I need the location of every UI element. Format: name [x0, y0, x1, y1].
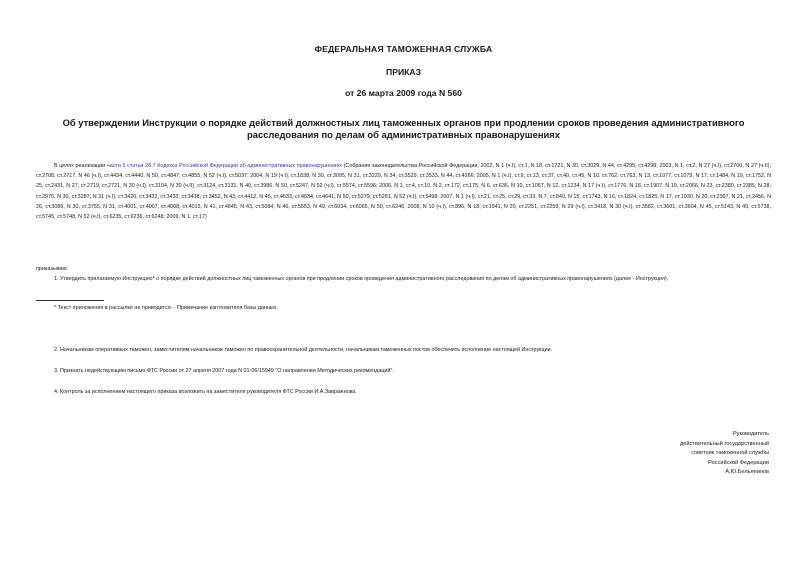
preamble-lead: В целях реализации [54, 163, 107, 169]
preamble-citations: (Собрание законодательства Российской Федерации, 2002, N 1 (ч.I), ст.1, N 18, ст.1721, N 30, ст.3029, N 44, ст.4295, ст.4298; 2003, N 1, ст.2, N 27 (ч.I), ст.2700, N 27 (ч.II), ст.2708, ст.2717, N 46 (ч.I), ст.4434, ст.4440, N 50, ст.4847, ст.4855, N 52 (ч.I), ст.5037; 2004, N 19 (ч.I), ст.1838, N 30, ст.3095, N 31, ст.3229, N 34, ст.3529, ст.3533, N 44, ст.4266; 2005, N 1 (ч.I), ст.9, ст.13, ст.37, ст.40, ст.45, N 10, ст.762, ст.763, N 13, ст.1077, ст.1079, N 17, ст.1484, N 19, ст.1752, N 25, ст.2431, N 27, ст.2719, ст.2721, N 30 (ч.I), ст.3104, N 30 (ч.II), ст.3124, ст.3131, N 40, ст.3986, N 50, ст.5247, N 52 (ч.I), ст.5574, ст.5596; 2006, N 1, ст.4, ст.10, N 2, ст.172, ст.175, N 6, ст.636, N 10, ст.1067, N 12, ст.1234, N 17 (ч.I), ст.1776, N 18, ст.1907, N 19, ст.2066, N 23, ст.2380, ст.2385, N 28, ст.2975, N 30, ст.3287, N 31 (ч.I), ст.3420, ст.3432, ст.3433, ст.3438, ст.3452, N 43, ст.4412, N 45, ст.4633, ст.4634, ст.4641, N 50, ст.5279, ст.5281, N 52 (ч.I), ст.5498; 2007, N 1 (ч.I), ст.21, ст.25, ст.29, ст.33, N 7, ст.840, N 15, ст.1743, N 16, ст.1824, ст.1825, N 17, ст.1930, N 20, ст.2367, N 21, ст.2456, N 26, ст.3089, N 30, ст.3755, N 31, ст.4001, ст.4007, ст.4008, ст.4015, N 41, ст.4845, N 43, ст.5084, N 46, ст.5553, N 49, ст.6034, ст.6065, N 50, ст.6246; 2008, N 10 (ч.I), ст.896, N 18, ст.1941, N 20, ст.2251, ст.2259, N 29 (ч.I), ст.3418, N 30 (ч.I), ст.3582, ст.3601, ст.3604, N 45, ст.5143, N 49, ст.5738, ст.5745, ст.5748, N 52 (ч.I), ст.6235, ст.6236, ст.6248; 2009, N 1, ст.17) [36, 163, 771, 221]
order-item-3: 3. Признать недействующим письмо ФТС России от 27 апреля 2007 года N 01-06/15949 "О направлении Методических рекомендаций". [54, 368, 394, 374]
signature-name: А.Ю.Бельянинов [725, 469, 769, 476]
code-article-link[interactable]: части 5 статьи 28.7 Кодекса Российской Федерации об административных правонарушениях [106, 163, 342, 169]
preamble-paragraph [36, 161, 771, 222]
order-item-4: 4. Контроль за исполнением настоящего приказа возложить на заместителя руководителя ФТС России И.А.Завражнова. [54, 389, 357, 395]
footnote-divider [36, 300, 104, 301]
order-block [36, 264, 771, 284]
order-item-2: 2. Начальникам оперативных таможен, заместителям начальников таможен по правоохранительной деятельности, начальникам таможенных постов обеспечить исполнение настоящей Инструкции. [54, 347, 553, 353]
order-item-1: 1. Утвердить прилагаемую Инструкцию* о порядке действий должностных лиц таможенных органов при продлении сроков проведения административного расследования по делам об административных правонарушениях (далее - Инструкция). [54, 276, 669, 283]
organization-heading: ФЕДЕРАЛЬНАЯ ТАМОЖЕННАЯ СЛУЖБА [314, 44, 493, 54]
document-type-heading: ПРИКАЗ [386, 67, 421, 77]
signature-position: Руководитель [732, 431, 769, 437]
document-title: Об утверждении Инструкции о порядке действий должностных лиц таможенных органов при продлении сроков проведения административного расследования по делам об административных правонарушениях [62, 117, 745, 140]
document-date: от 26 марта 2009 года N 560 [345, 88, 462, 98]
signature-rank-1: действительный государственный [680, 440, 769, 447]
footnote-text: * Текст приложения в рассылке не приводится. - Примечание изготовителя базы данных. [54, 305, 278, 311]
signature-rank-3: Российской Федерации [708, 459, 769, 466]
signature-block [680, 430, 769, 478]
order-lead: приказываю: [36, 266, 69, 272]
signature-rank-2: советник таможенной службы [691, 450, 769, 457]
